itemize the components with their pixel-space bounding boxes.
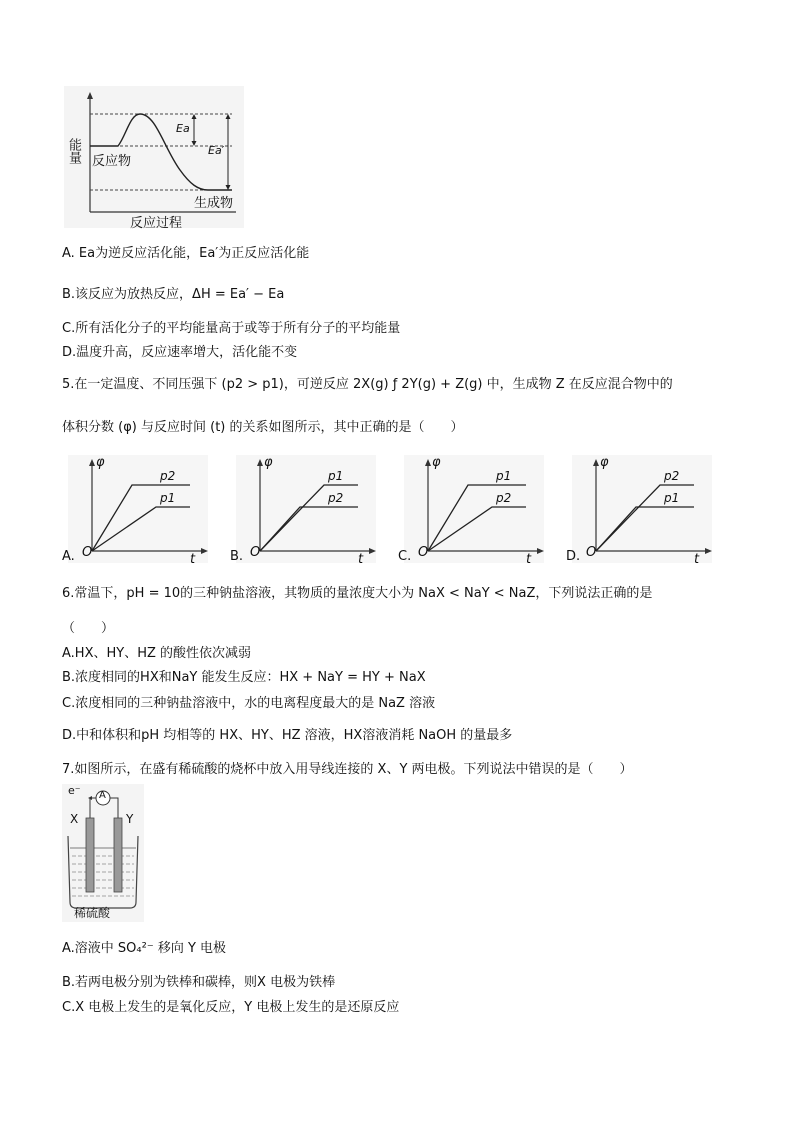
q7-option-c: C.X 电极上发生的是氧化反应，Y 电极上发生的是还原反应 [62,1000,400,1015]
t-label: t [694,552,700,567]
upper-curve-label: p1 [328,469,344,483]
q5-graph-2 [398,455,548,567]
origin-label: O [586,545,597,560]
t-label: t [190,552,196,567]
q5-graph-0 [62,455,212,567]
upper-curve-label: p2 [664,469,680,483]
q5-stem-line2: 体积分数 (φ) 与反应时间 (t) 的关系如图所示，其中正确的是（ ） [62,420,464,435]
q6-option-b: B.浓度相同的HX和NaY 能发生反应：HX + NaY = HY + NaX [62,670,426,685]
x-axis-label: 反应过程 [130,216,183,231]
reactant-label: 反应物 [92,154,132,169]
ammeter-label: A [99,790,106,801]
phi-label: φ [600,455,609,470]
option-label: C. [398,549,412,564]
origin-label: O [418,545,429,560]
upper-curve-label: p1 [496,469,512,483]
electron-label: e⁻ [68,784,81,797]
product-label: 生成物 [194,196,234,211]
q6-option-d: D.中和体积和pH 均相等的 HX、HY、HZ 溶液，HX溶液消耗 NaOH 的量最多 [62,728,513,743]
option-label: D. [566,549,581,564]
energy-diagram [64,86,244,231]
electrolysis-beaker-figure [62,784,144,922]
phi-label: φ [264,455,273,470]
q6-stem-line2: （ ） [62,621,115,636]
phi-label: φ [96,455,105,470]
t-label: t [358,552,364,567]
lower-curve-label: p2 [496,491,512,505]
q7-option-b: B.若两电极分别为铁棒和碳棒，则X 电极为铁棒 [62,975,336,990]
q4-option-b: B.该反应为放热反应，ΔH = Ea′ − Ea [62,287,285,302]
ea-label: Ea [176,122,190,135]
electrode-x-label: X [70,812,79,826]
lower-curve-label: p1 [160,491,176,505]
lower-curve-label: p2 [328,491,344,505]
q4-option-a: A. Ea为逆反应活化能，Ea′为正反应活化能 [62,246,310,261]
electrode-y [114,818,122,892]
lower-curve-label: p1 [664,491,680,505]
q6-option-c: C.浓度相同的三种钠盐溶液中，水的电离程度最大的是 NaZ 溶液 [62,696,436,711]
electrode-x [86,818,94,892]
ea-prime-label: Ea′ [208,144,225,157]
option-label: B. [230,549,244,564]
q7-stem: 7.如图所示，在盛有稀硫酸的烧杯中放入用导线连接的 X、Y 两电极。下列说法中错误的是（ ） [62,762,633,777]
y-axis-label: 能量 [66,138,81,164]
q7-option-a: A.溶液中 SO₄²⁻ 移向 Y 电极 [62,941,227,956]
phi-label: φ [432,455,441,470]
solution-label: 稀硫酸 [74,906,111,920]
electrode-y-label: Y [126,812,134,826]
q5-graph-3 [566,455,716,567]
q6-option-a: A.HX、HY、HZ 的酸性依次减弱 [62,646,252,661]
q4-option-d: D.温度升高，反应速率增大，活化能不变 [62,345,298,360]
q4-option-c: C.所有活化分子的平均能量高于或等于所有分子的平均能量 [62,321,401,336]
q5-graph-1 [230,455,380,567]
origin-label: O [82,545,93,560]
q6-stem-line1: 6.常温下，pH = 10的三种钠盐溶液，其物质的量浓度大小为 NaX < NaY < NaZ，下列说法正确的是 [62,586,653,601]
t-label: t [526,552,532,567]
origin-label: O [250,545,261,560]
option-label: A. [62,549,75,564]
upper-curve-label: p2 [160,469,176,483]
q5-stem-line1: 5.在一定温度、不同压强下 (p2 > p1)，可逆反应 2X(g) ƒ 2Y(g) + Z(g) 中，生成物 Z 在反应混合物中的 [62,377,673,392]
